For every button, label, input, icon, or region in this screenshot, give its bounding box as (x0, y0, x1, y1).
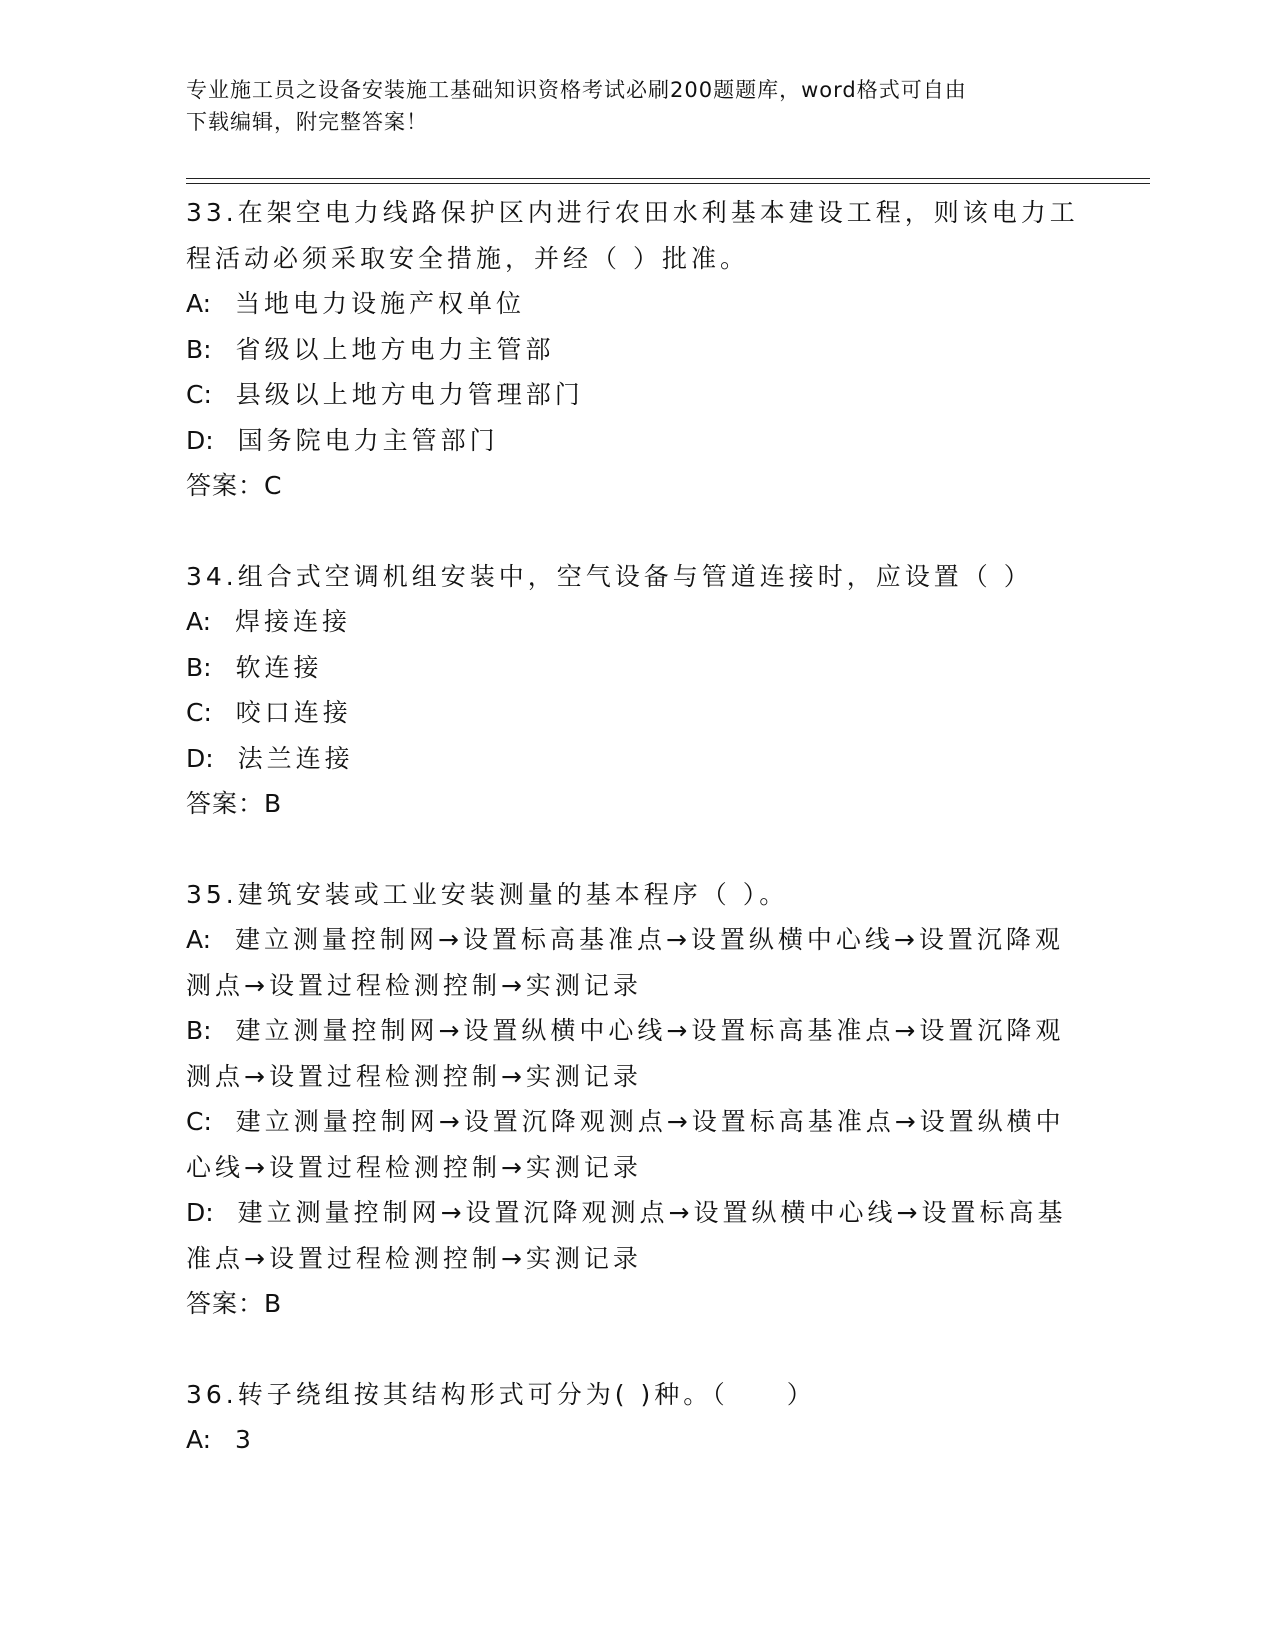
option-line (186, 690, 1086, 736)
option-key: D: (186, 743, 214, 773)
option-line (186, 599, 1086, 645)
option-line (186, 372, 1086, 418)
option-line (186, 1236, 1086, 1282)
option-line (186, 1054, 1086, 1100)
option-line (186, 1190, 1086, 1236)
answer-line: 答案：B (186, 789, 283, 818)
question-stem-line: 35.建筑安装或工业安装测量的基本程序（ ）。 (186, 879, 789, 909)
option-key: D: (186, 1198, 214, 1227)
question-stem-line: 36.转子绕组按其结构形式可分为( )种。（ ） (186, 1379, 816, 1409)
question-block (186, 190, 1086, 509)
option-line (186, 736, 1086, 782)
option-text: 咬口连接 (235, 698, 352, 727)
option-key: C: (186, 380, 212, 409)
document-header (186, 74, 1066, 138)
question-block (186, 1372, 1086, 1463)
header-divider-top (186, 178, 1150, 179)
option-text: 法兰连接 (237, 743, 354, 773)
option-text: 当地电力设施产权单位 (235, 289, 526, 318)
question-block (186, 554, 1086, 827)
option-key: B: (186, 334, 212, 364)
option-line (186, 327, 1086, 373)
option-key: B: (186, 1016, 212, 1045)
option-line (186, 418, 1086, 464)
option-key: A: (186, 289, 212, 318)
option-line (186, 1099, 1086, 1145)
option-text: 测点→设置过程检测控制→实测记录 (186, 970, 642, 1000)
option-text: 建立测量控制网→设置沉降观测点→设置标高基准点→设置纵横中 (235, 1107, 1065, 1136)
answer-line: 答案：B (186, 1289, 283, 1318)
option-text: 焊接连接 (235, 607, 352, 636)
option-text: 准点→设置过程检测控制→实测记录 (186, 1243, 642, 1273)
option-text: 国务院电力主管部门 (237, 425, 499, 455)
option-text: 建立测量控制网→设置纵横中心线→设置标高基准点→设置沉降观 (235, 1016, 1065, 1045)
option-line (186, 1008, 1086, 1054)
option-text: 软连接 (235, 652, 323, 682)
header-divider-bottom (186, 183, 1150, 184)
option-key: C: (186, 1107, 212, 1136)
option-key: B: (186, 652, 212, 682)
header-line-2: 下载编辑，附完整答案！ (186, 110, 428, 134)
header-line-1: 专业施工员之设备安装施工基础知识资格考试必刷200题题库，word格式可自由 (186, 78, 967, 102)
option-key: C: (186, 698, 212, 727)
question-stem-line: 33.在架空电力线路保护区内进行农田水利基本建设工程，则该电力工 (186, 198, 1079, 227)
option-key: A: (186, 607, 212, 636)
option-text: 县级以上地方电力管理部门 (235, 380, 584, 409)
question-stem-line: 34.组合式空调机组安装中，空气设备与管道连接时，应设置（ ） (186, 561, 1033, 591)
option-text: 建立测量控制网→设置标高基准点→设置纵横中心线→设置沉降观 (235, 925, 1064, 954)
option-line (186, 645, 1086, 691)
answer-line: 答案：C (186, 471, 283, 500)
question-stem-line: 程活动必须采取安全措施，并经（ ）批准。 (186, 243, 749, 273)
option-text: 建立测量控制网→设置沉降观测点→设置纵横中心线→设置标高基 (237, 1198, 1067, 1227)
option-text: 省级以上地方电力主管部 (235, 334, 555, 364)
option-text: 心线→设置过程检测控制→实测记录 (186, 1152, 642, 1182)
option-line (186, 1417, 1086, 1463)
option-key: A: (186, 1425, 212, 1454)
option-key: A: (186, 925, 212, 954)
option-key: D: (186, 425, 214, 455)
option-text: 3 (235, 1425, 255, 1454)
question-list (186, 190, 1086, 1508)
option-line (186, 281, 1086, 327)
option-line (186, 1145, 1086, 1191)
question-block (186, 872, 1086, 1327)
option-line (186, 963, 1086, 1009)
option-line (186, 917, 1086, 963)
option-text: 测点→设置过程检测控制→实测记录 (186, 1061, 642, 1091)
